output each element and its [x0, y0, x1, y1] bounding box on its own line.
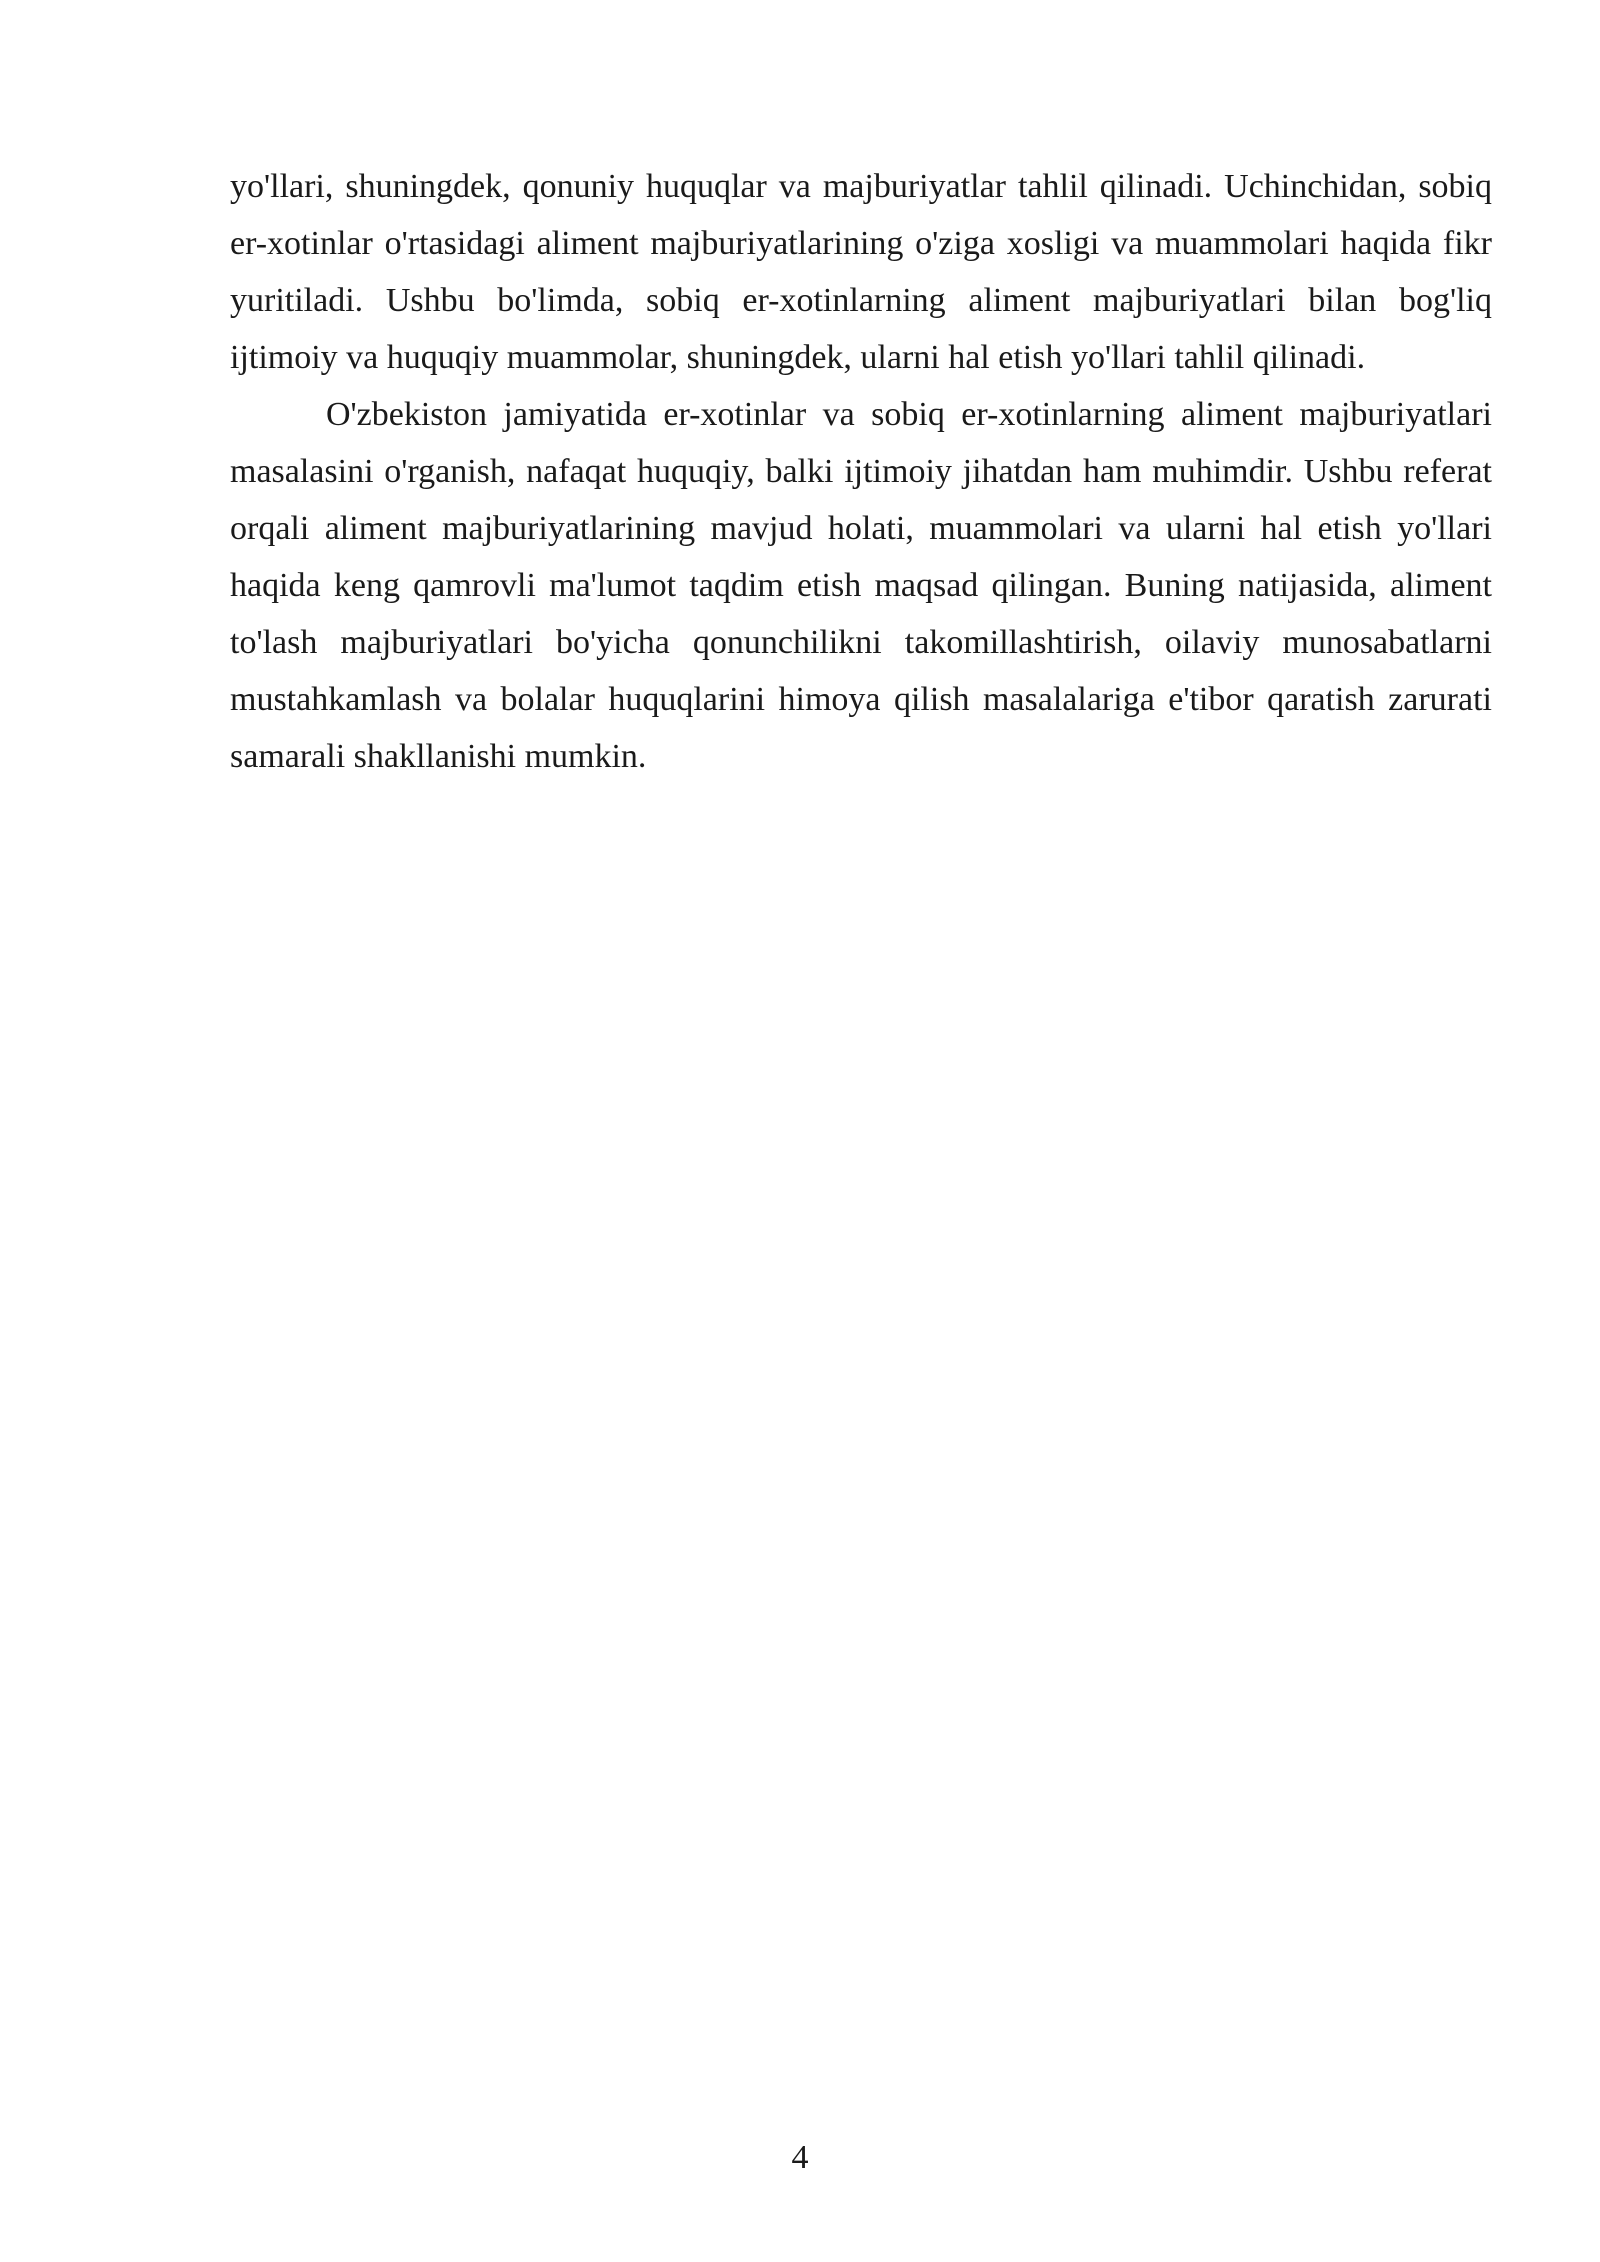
page-number: 4 — [791, 2139, 809, 2176]
body-text — [230, 158, 1492, 785]
paragraph-continuation: yo'llari, shuningdek, qonuniy huquqlar va majburiyatlar tahlil qilinadi. Uchinchidan, sobiq er-xotinlar o'rtasidagi aliment majburiyatlarining o'ziga xosligi va muammolari haqida fikr yuritiladi. Ushbu bo'limda, sobiq er-xotinlarning aliment majburiyatlari bilan bog'liq ijtimoiy va huquqiy muammolar, shuningdek, ularni hal etish yo'llari tahlil qilinadi. — [230, 168, 1492, 376]
paragraph-uzbekistan: O'zbekiston jamiyatida er-xotinlar va sobiq er-xotinlarning aliment majburiyatlari masalasini o'rganish, nafaqat huquqiy, balki ijtimoiy jihatdan ham muhimdir. Ushbu referat orqali aliment majburiyatlarining mavjud holati, muammolari va ularni hal etish yo'llari haqida keng qamrovli ma'lumot taqdim etish maqsad qilingan. Buning natijasida, aliment to'lash majburiyatlari bo'yicha qonunchilikni takomillashtirish, oilaviy munosabatlarni mustahkamlash va bolalar huquqlarini himoya qilish masalalariga e'tibor qaratish zarurati samarali shakllanishi mumkin. — [230, 396, 1492, 775]
